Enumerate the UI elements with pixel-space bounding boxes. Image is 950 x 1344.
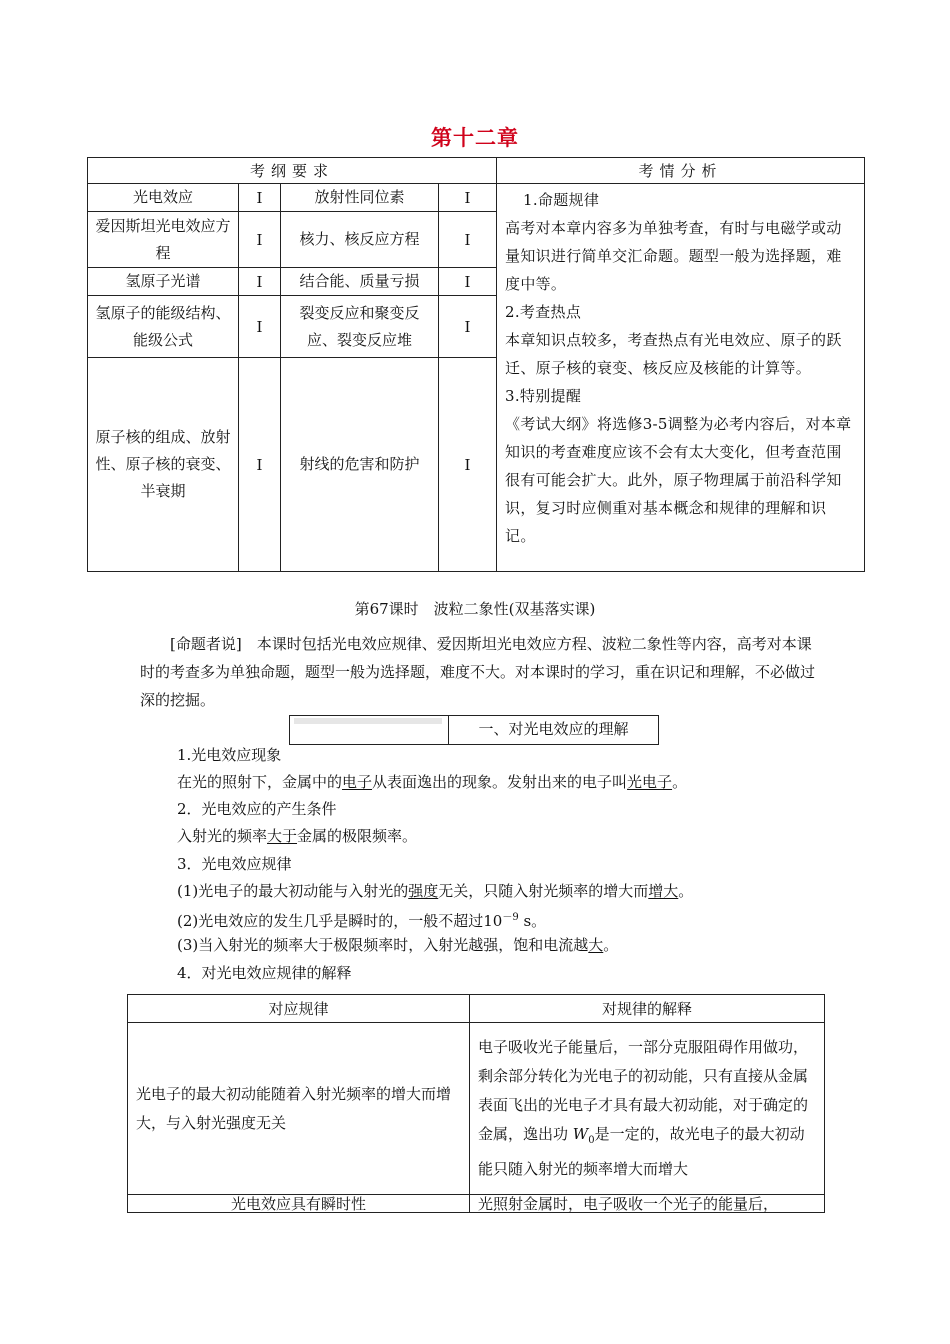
rule-explanation: 电子吸收光子能量后，一部分克服阻碍作用做功，剩余部分转化为光电子的初动能，只有直接从金属表面飞出的光电子才具有最大初动能，对于确定的金属，逸出功 $W_0$是一定的，故光电子的最大初动能只随入射光的频率增大而增大 — [470, 1023, 825, 1195]
analysis-heading-1: 1.命题规律 — [523, 191, 600, 209]
analysis-paragraph-3: 《考试大纲》将选修3-5调整为必考内容后，对本章知识的考查难度应该不会有太大变化，但考查范围很有可能会扩大。此外，原子物理属于前沿科学知识，复习时应侧重对基本概念和规律的理解和识记。 — [505, 415, 852, 545]
s2-heading: 2．光电效应的产生条件 — [177, 800, 337, 818]
level-a: Ⅰ — [239, 296, 281, 358]
level-b: Ⅰ — [439, 296, 497, 358]
topic-b: 核力、核反应方程 — [281, 212, 439, 268]
chapter-title: 第十二章 — [431, 125, 519, 150]
lesson-intro: [命题者说] 本课时包括光电效应规律、爱因斯坦光电效应方程、波粒二象性等内容，高考对本课时的考查多为单独命题，题型一般为选择题，难度不大。对本课时的学习，重在识记和理解，不必做过深的挖掘。 — [140, 635, 816, 709]
analysis-heading-2: 2.考查热点 — [505, 303, 582, 321]
topic-b: 射线的危害和防护 — [281, 358, 439, 572]
syllabus-header-analysis: 考情分析 — [497, 158, 865, 184]
level-b: Ⅰ — [439, 184, 497, 212]
topic-a: 光电效应 — [88, 184, 239, 212]
topic-a: 氢原子光谱 — [88, 268, 239, 296]
level-b: Ⅰ — [439, 358, 497, 572]
topic-b: 放射性同位素 — [281, 184, 439, 212]
syllabus-table — [87, 157, 865, 572]
level-a: Ⅰ — [239, 212, 281, 268]
s3-rule-2: (2)光电效应的发生几乎是瞬时的，一般不超过$10^{-9}$ s。 — [177, 912, 547, 930]
level-a: Ⅰ — [239, 358, 281, 572]
rules-header-law: 对应规律 — [128, 995, 470, 1023]
topic-a: 爱因斯坦光电效应方程 — [88, 212, 239, 268]
lesson-title: 第67课时 波粒二象性(双基落实课) — [354, 600, 596, 618]
section-box-left — [290, 716, 449, 744]
rules-table — [127, 994, 825, 1213]
rule-law: 光电子的最大初动能随着入射光频率的增大而增大，与入射光强度无关 — [128, 1023, 470, 1195]
topic-b: 结合能、质量亏损 — [281, 268, 439, 296]
section-heading-box — [289, 715, 659, 745]
section-box-title: 一、对光电效应的理解 — [478, 720, 629, 738]
analysis-paragraph-2: 本章知识点较多，考查热点有光电效应、原子的跃迁、原子核的衰变、核反应及核能的计算等。 — [505, 331, 842, 377]
rule-explanation: 光照射金属时，电子吸收一个光子的能量后， — [470, 1195, 825, 1213]
s3-rule-3: (3)当入射光的频率大于极限频率时，入射光越强，饱和电流越大。 — [177, 936, 619, 954]
syllabus-header-requirements: 考纲要求 — [88, 158, 497, 184]
exam-analysis — [497, 184, 865, 572]
analysis-heading-3: 3.特别提醒 — [505, 387, 582, 405]
s4-heading: 4．对光电效应规律的解释 — [177, 964, 352, 982]
topic-a: 氢原子的能级结构、能级公式 — [88, 296, 239, 358]
s3-rule-1: (1)光电子的最大初动能与入射光的强度无关，只随入射光频率的增大而增大。 — [177, 882, 694, 900]
level-a: Ⅰ — [239, 184, 281, 212]
s1-heading: 1.光电效应现象 — [177, 746, 282, 764]
level-b: Ⅰ — [439, 212, 497, 268]
level-a: Ⅰ — [239, 268, 281, 296]
section-box-bar — [294, 718, 442, 724]
topic-b: 裂变反应和聚变反应、裂变反应堆 — [281, 296, 439, 358]
analysis-paragraph-1: 高考对本章内容多为单独考查，有时与电磁学或动量知识进行简单交汇命题。题型一般为选择题，难度中等。 — [505, 219, 842, 293]
s1-text: 在光的照射下，金属中的电子从表面逸出的现象。发射出来的电子叫光电子。 — [177, 773, 688, 791]
rules-header-explanation: 对规律的解释 — [470, 995, 825, 1023]
topic-a: 原子核的组成、放射性、原子核的衰变、半衰期 — [88, 358, 239, 572]
s2-text: 入射光的频率大于金属的极限频率。 — [177, 827, 418, 845]
rule-law: 光电效应具有瞬时性 — [128, 1195, 470, 1213]
level-b: Ⅰ — [439, 268, 497, 296]
s3-heading: 3．光电效应规律 — [177, 855, 292, 873]
